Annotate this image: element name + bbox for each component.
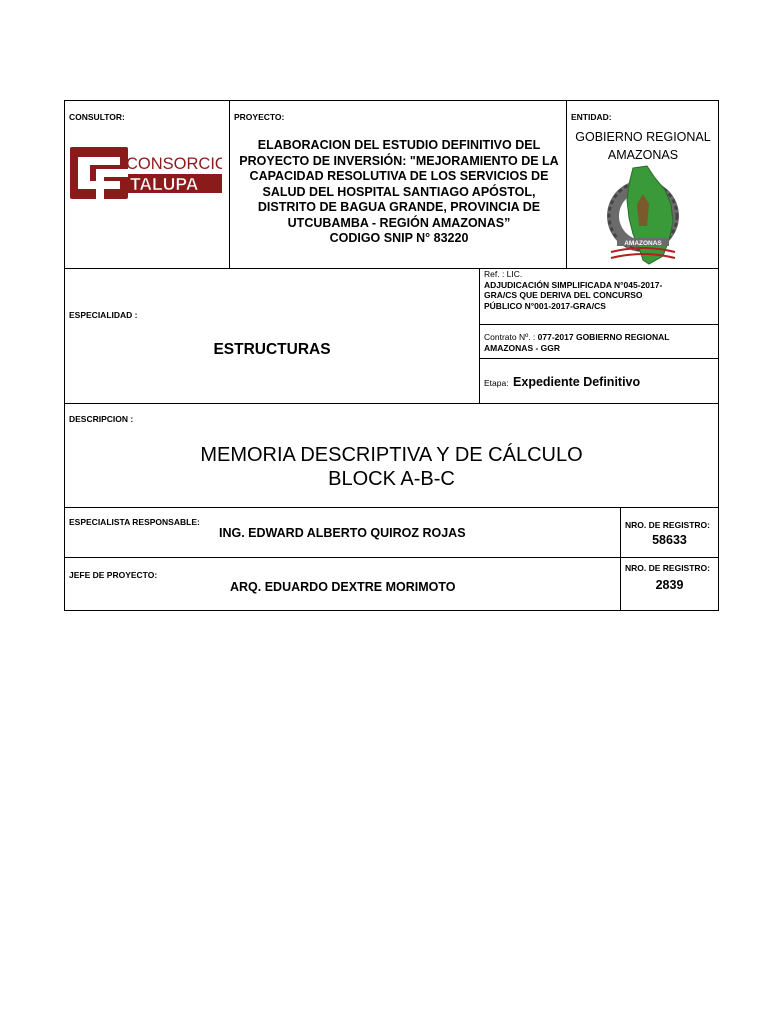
contrato (484, 332, 716, 353)
col-divider (620, 507, 621, 611)
project-line: UTCUBAMBA - REGIÓN AMAZONAS” (287, 215, 511, 230)
ref-line: ADJUDICACIÓN SIMPLIFICADA N°045-2017- (484, 279, 663, 290)
svg-text:TALUPA: TALUPA (130, 174, 199, 194)
project-line: ELABORACION DEL ESTUDIO DEFINITIVO DEL (257, 138, 541, 152)
especialista-name: ING. EDWARD ALBERTO QUIROZ ROJAS (219, 526, 466, 540)
project-line: CAPACIDAD RESOLUTIVA DE LOS SERVICIOS DE (249, 169, 549, 183)
jefe-registro-label: NRO. DE REGISTRO: (625, 563, 711, 573)
especialidad-value: ESTRUCTURAS (213, 341, 331, 358)
etapa-value: Expediente Definitivo (513, 375, 641, 389)
jefe-name: ARQ. EDUARDO DEXTRE MORIMOTO (230, 580, 456, 594)
descripcion-title: MEMORIA DESCRIPTIVA Y DE CÁLCULO (200, 444, 583, 466)
especialista-registro-label: NRO. DE REGISTRO: (625, 520, 711, 530)
descripcion-label: DESCRIPCION : (69, 414, 134, 424)
col-divider (479, 268, 480, 403)
contrato-line: 077-2017 GOBIERNO REGIONAL (537, 332, 670, 342)
proyecto-label: PROYECTO: (234, 112, 285, 122)
especialidad-label: ESPECIALIDAD : (69, 310, 138, 320)
jefe-label: JEFE DE PROYECTO: (69, 570, 158, 580)
title-block (64, 100, 719, 611)
referencia (484, 269, 716, 311)
project-line: DISTRITO DE BAGUA GRANDE, PROVINCIA DE (257, 200, 541, 214)
etapa-label: Etapa: (484, 378, 509, 388)
row-divider (480, 358, 718, 359)
jefe-registro-value: 2839 (655, 578, 684, 592)
ref-line: GRA/CS QUE DERIVA DEL CONCURSO (484, 290, 643, 300)
seal-text: AMAZONAS (624, 240, 662, 247)
entidad-line: AMAZONAS (607, 148, 679, 162)
consultor-label: CONSULTOR: (69, 112, 125, 122)
project-line: SALUD DEL HOSPITAL SANTIAGO APÓSTOL, (262, 184, 536, 199)
project-line: CODIGO SNIP N° 83220 (329, 231, 469, 245)
ref-line: PÚBLICO N°001-2017-GRA/CS (484, 300, 606, 311)
project-title (235, 138, 563, 247)
svg-text:CONSORCIO: CONSORCIO (126, 155, 222, 173)
gobierno-regional-seal (603, 164, 685, 266)
ref-label: Ref. : LIC. (484, 269, 523, 279)
row-divider (480, 324, 718, 325)
especialista-label: ESPECIALISTA RESPONSABLE: (69, 517, 200, 527)
entidad-name (568, 128, 718, 164)
entidad-line: GOBIERNO REGIONAL (575, 130, 711, 144)
entidad-label: ENTIDAD: (571, 112, 612, 122)
contrato-line: AMAZONAS - GGR (484, 342, 561, 353)
contrato-label: Contrato Nº. : (484, 332, 536, 342)
project-line: PROYECTO DE INVERSIÓN: "MEJORAMIENTO DE LA (239, 153, 559, 168)
col-divider (229, 101, 230, 268)
row-divider (65, 403, 718, 404)
especialista-registro-value: 58633 (652, 533, 687, 547)
etapa (484, 373, 716, 391)
consorcio-talupa-logo (70, 147, 222, 201)
descripcion-subtitle: BLOCK A-B-C (328, 468, 455, 490)
col-divider (566, 101, 567, 268)
